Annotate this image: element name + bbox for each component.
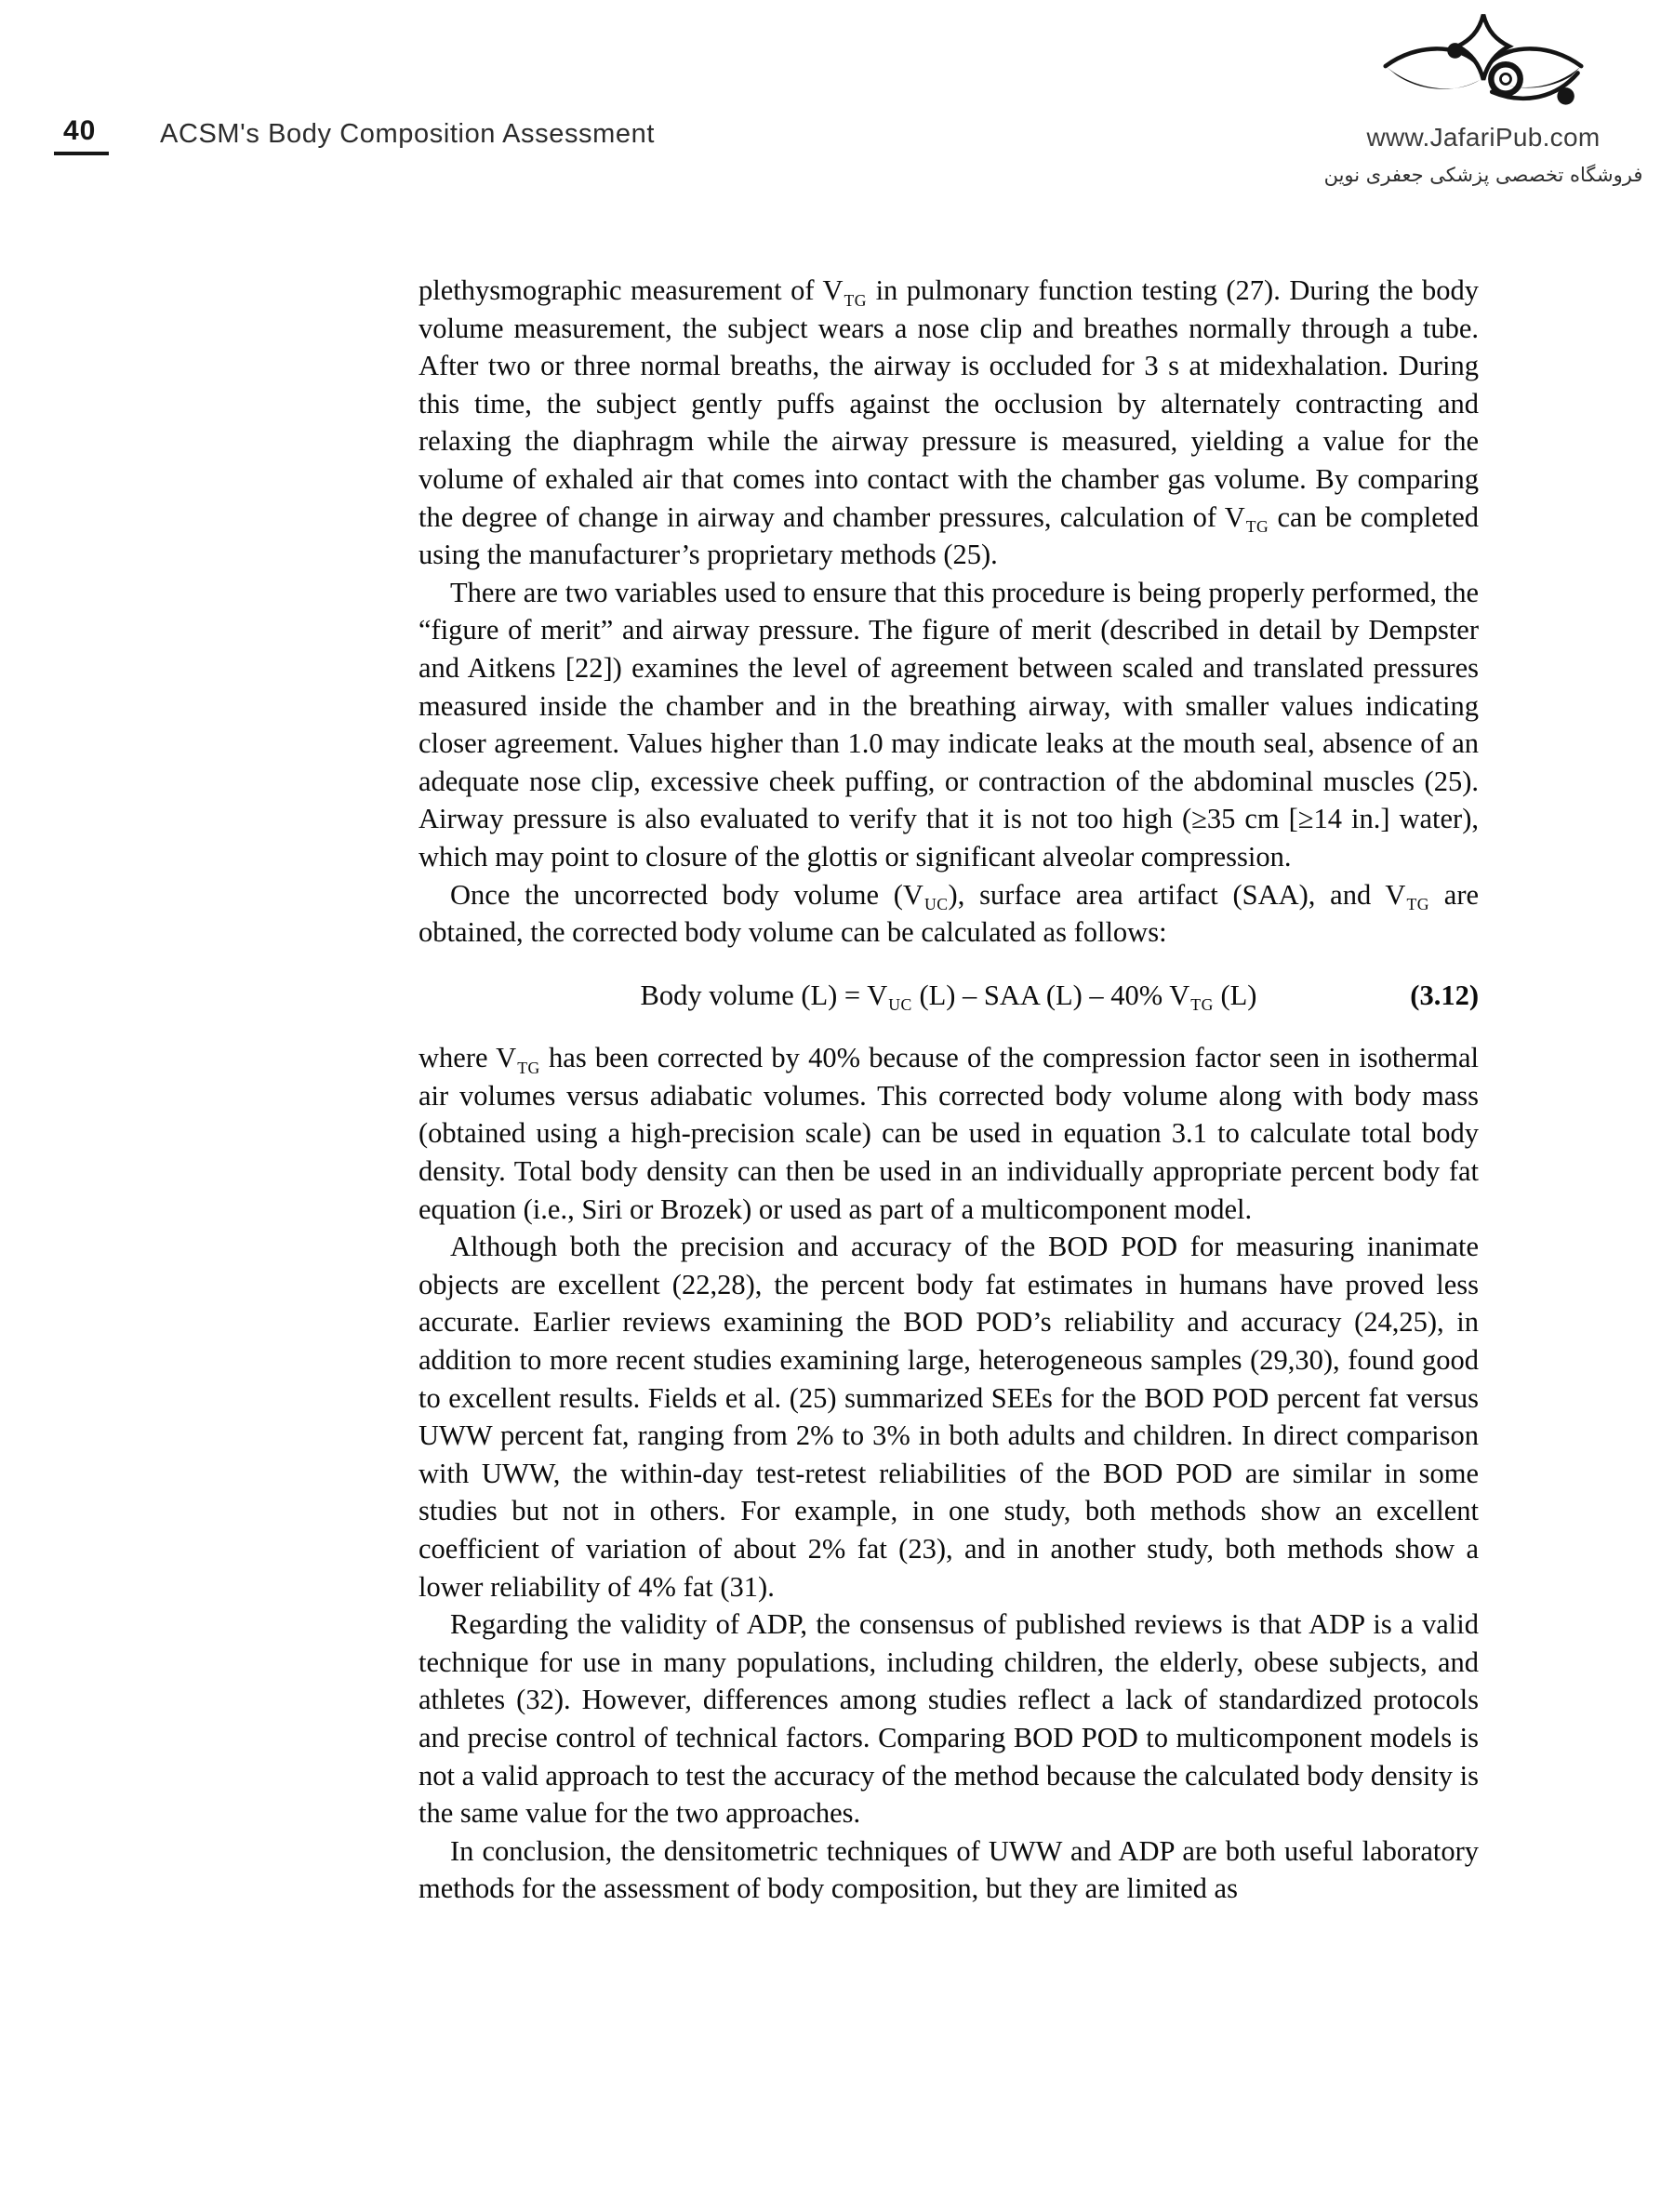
paragraph-bod-pod-accuracy: Although both the precision and accuracy of the BOD POD for measuring inanimate objects are excellent (22,28), the percent body fat estimates in humans have proved less accurate. Earlier reviews examining the BOD POD’s reliability and accuracy (24,25), in addition to more recent studies examining large, heterogeneous samples (29,30), found good to excellent results. Fields et al. (25) summarized SEEs for the BOD POD percent fat versus UWW percent fat, ranging from 2% to 3% in both adults and children. In direct comparison with UWW, the within-day test-retest reliabilities of the BOD POD are similar in some studies but not in others. For example, in one study, both methods show an excellent coefficient of variation of about 2% fat (23), and in another study, both methods show a lower reliability of 4% fat (31).: [418, 1231, 1479, 1603]
paragraph-adp-validity: Regarding the validity of ADP, the consensus of published reviews is that ADP is a valid technique for use in many populations, including children, the elderly, obese subjects, and athletes (32). However, differences among studies reflect a lack of standardized protocols and precise control of technical factors. Comparing BOD POD to multicomponent models is not a valid approach to test the accuracy of the method because the calculated body density is the same value for the two approaches.: [418, 1608, 1479, 1830]
equation-3-12: [418, 977, 1479, 1015]
paragraph-uncorrected-volume: Once the uncorrected body volume $(V_{UC})$, surface area artifact (SAA), and $V_{TG}$ are obtained, the corrected body volume can be calculated as follows:: [418, 878, 1480, 949]
paragraph-two-variables: There are two variables used to ensure that this procedure is being properly performed, the “figure of merit” and airway pressure. The figure of merit (described in detail by Dempster and Aitkens [22]) examines the level of agreement between scaled and translated pressures measured inside the chamber and in the breathing airway, with smaller values indicating closer agreement. Values higher than 1.0 may indicate leaks at the mouth seal, absence of an adequate nose clip, excessive cheek puffing, or contraction of the abdominal muscles (25). Airway pressure is also evaluated to verify that it is not too high (≥35 cm [≥14 in.] water), which may point to closure of the glottis or significant alveolar compression.: [418, 576, 1479, 873]
publisher-website: www.JafariPub.com: [1366, 123, 1601, 152]
paragraph-conclusion: In conclusion, the densitometric techniques of UWW and ADP are both useful laboratory methods for the assessment of body composition, but they are limited as: [418, 1834, 1479, 1905]
publisher-tagline-farsi: فروشگاه تخصصی پزشکی جعفری نوین: [1323, 164, 1643, 186]
paragraph-plethysmographic: plethysmographic measurement of $V_{TG}$ in pulmonary function testing (27). During the body volume measurement, the subject wears a nose clip and breathes normally through a tube. After two or three normal breaths, the airway is occluded for 3 s at midexhalation. During this time, the subject gently puffs against the occlusion by alternately contracting and relaxing the diaphragm while the airway pressure is measured, yielding a value for the volume of exhaled air that comes into contact with the chamber gas volume. By comparing the degree of change in airway and chamber pressures, calculation of $V_{TG}$ can be completed using the manufacturer’s proprietary methods (25).: [418, 274, 1479, 571]
book-title: ACSM's Body Composition Assessment: [160, 119, 656, 149]
page-number: 40: [54, 115, 109, 155]
page-body: [418, 272, 1479, 1908]
equation-body: Body volume $(L) = V_{UC}$ (L) – SAA (L) – 40% $V_{TG}$ (L): [640, 979, 1257, 1015]
paragraph-where-vtg: where $V_{TG}$ has been corrected by 40% because of the compression factor seen in isothermal air volumes versus adiabatic volumes. This corrected body volume along with body mass (obtained using a high-precision scale) can be used in equation 3.1 to calculate total body density. Total body density can then be used in an individually appropriate percent body fat equation (i.e., Siri or Brozek) or used as part of a multicomponent model.: [418, 1042, 1479, 1225]
jafari-calligraphy-icon: [1380, 11, 1587, 123]
publisher-logo: [1302, 11, 1665, 186]
equation-number: (3.12): [1410, 979, 1479, 1011]
